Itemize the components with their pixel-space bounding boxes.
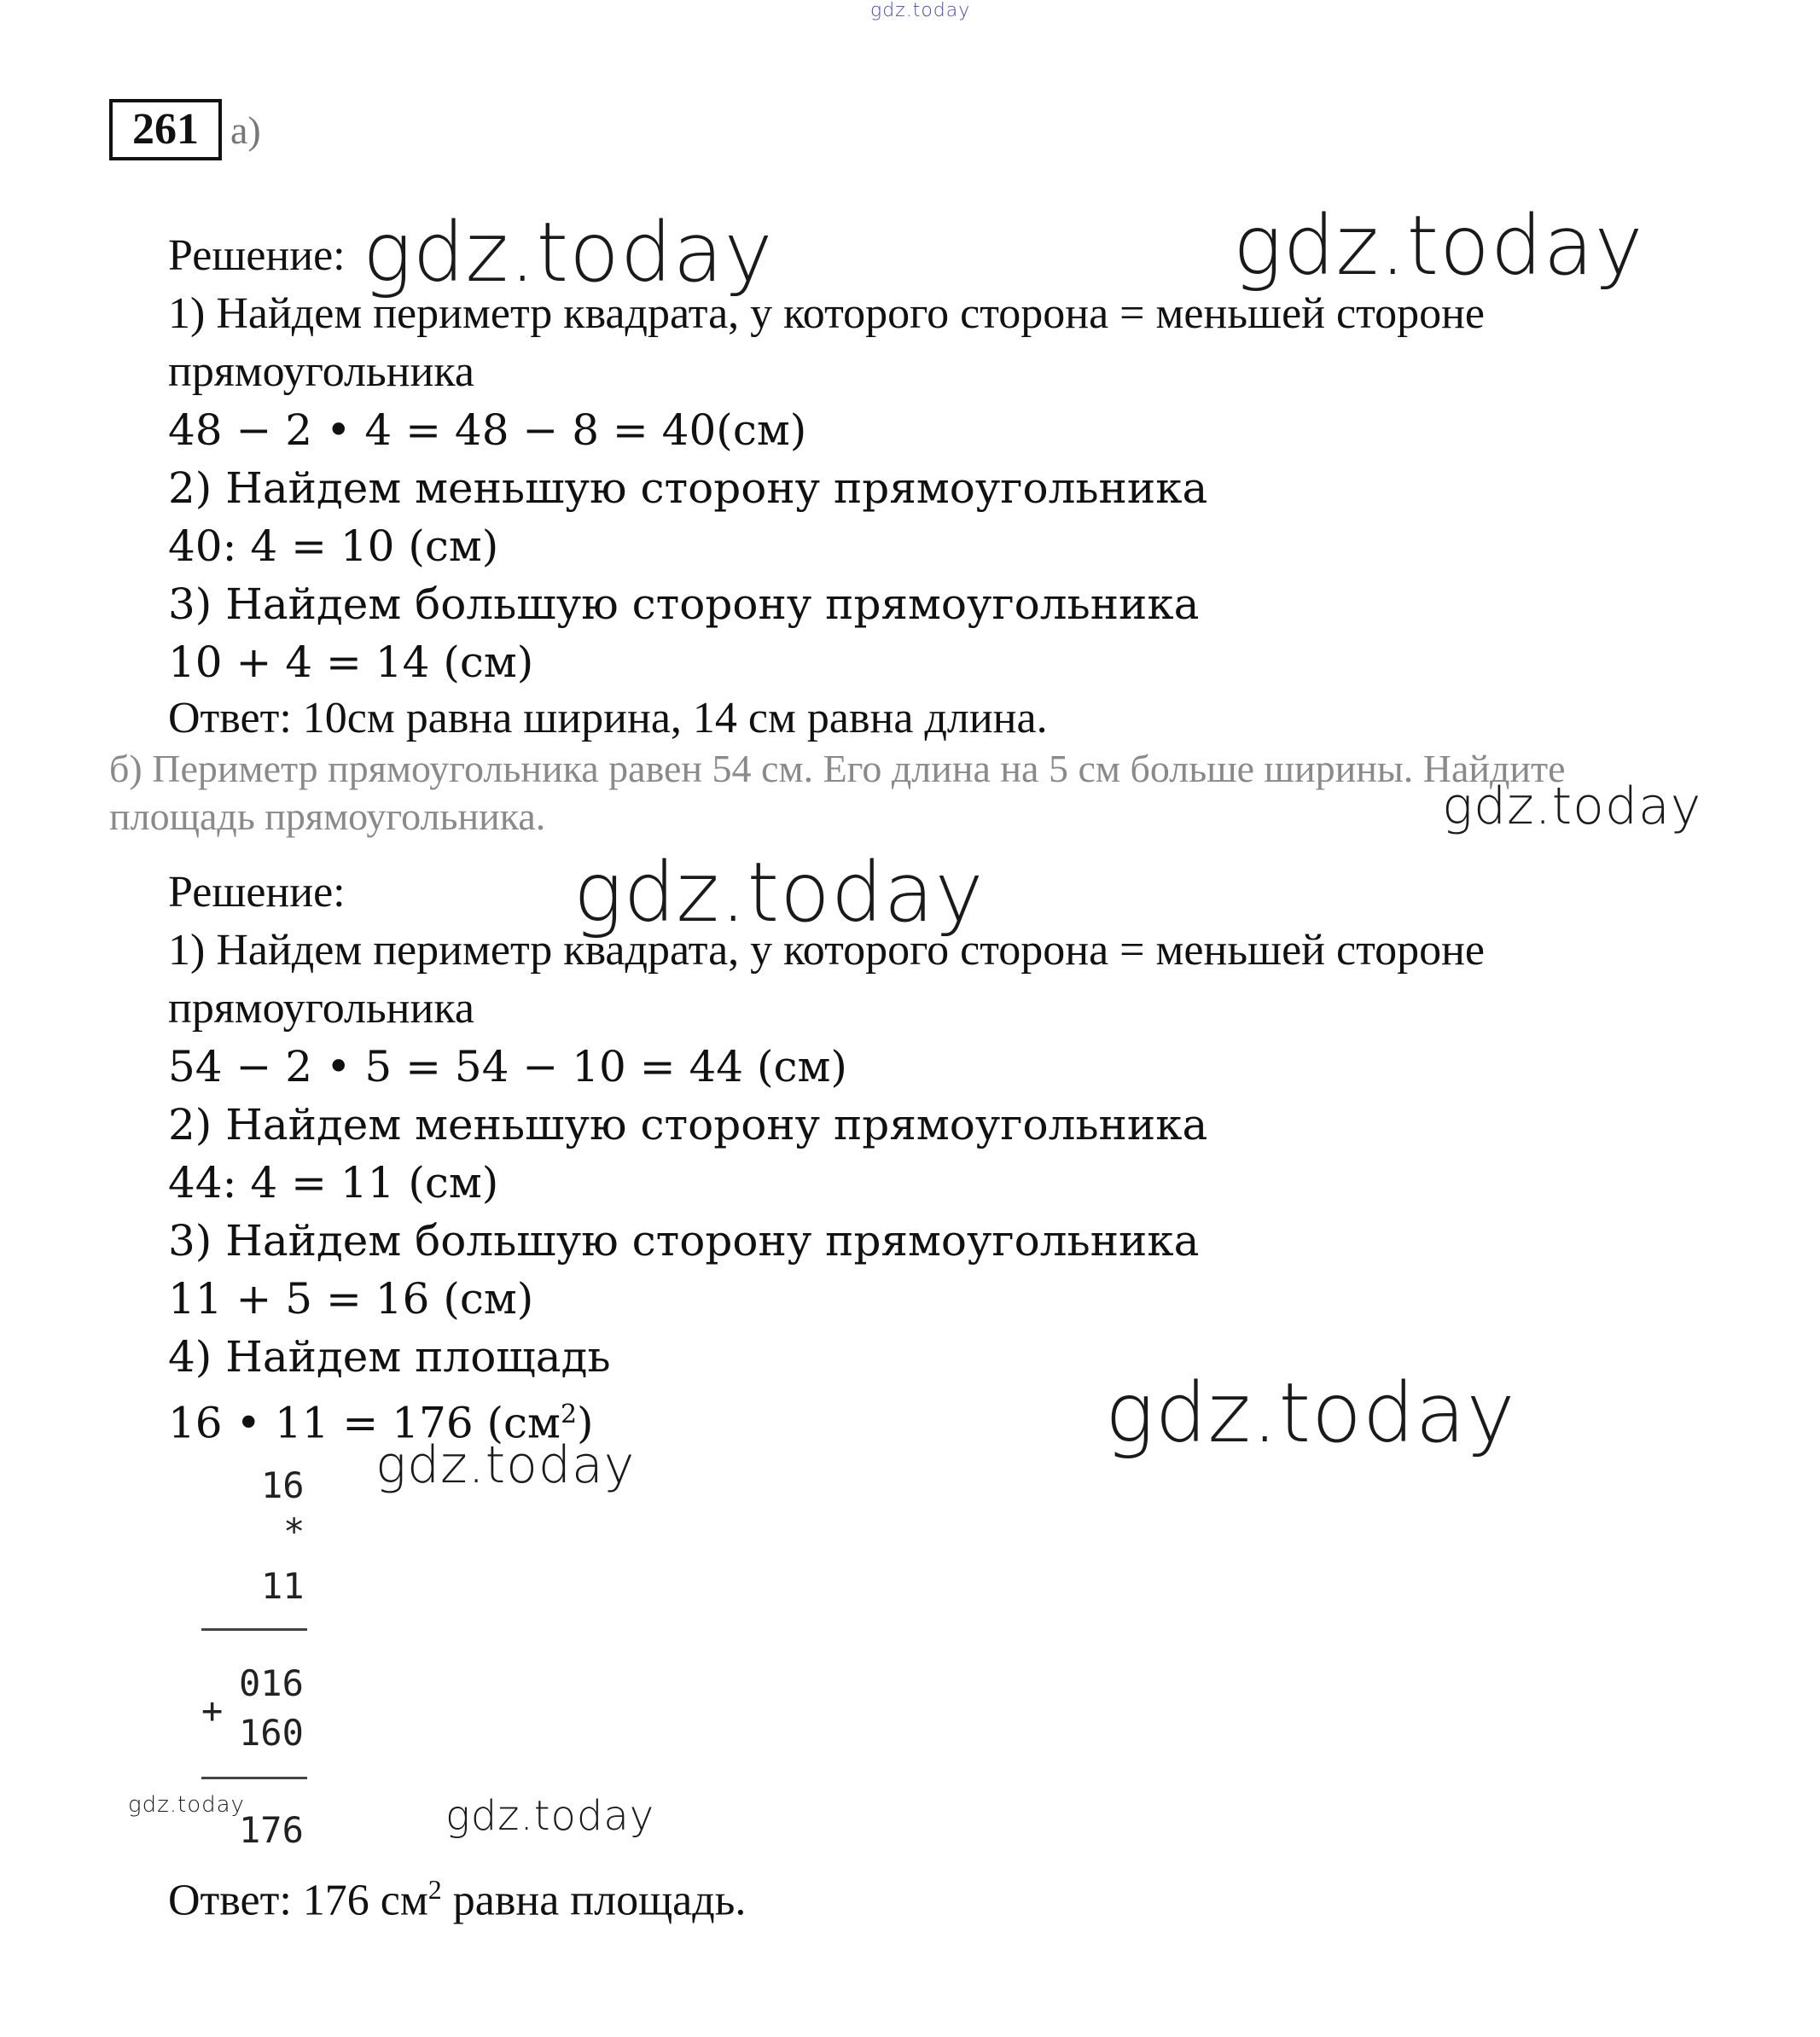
answer-b	[168, 1860, 746, 1929]
column-rule-1	[201, 1628, 307, 1631]
column-multiplicand: 16	[261, 1464, 305, 1506]
area-expr-close: )	[577, 1398, 594, 1448]
watermark: gdz.today	[375, 1435, 636, 1495]
task-b-line-1: б) Периметр прямоугольника равен 54 см. Его длина на 5 см больше ширины. Найдите	[109, 747, 1566, 790]
solution-heading-a: Решение:	[168, 231, 346, 280]
solution-b-line-3: 54 − 2 • 5 = 54 − 10 = 44 (см)	[168, 1042, 847, 1091]
watermark: gdz.today	[363, 205, 774, 300]
area-expression	[168, 1386, 594, 1452]
answer-a: Ответ: 10см равна ширина, 14 см равна длина.	[168, 694, 1048, 742]
watermark-top: gdz.today	[870, 0, 971, 21]
part-a-label: а)	[230, 108, 261, 152]
column-multiplier: 11	[261, 1565, 305, 1607]
solution-a-line-6: 3) Найдем большую сторону прямоугольника	[168, 579, 1200, 629]
watermark: gdz.today	[1442, 777, 1702, 836]
solution-b-line-2: прямоугольника	[168, 984, 474, 1033]
answer-b-prefix: Ответ: 176 см	[168, 1876, 428, 1925]
column-partial-1: 016	[239, 1662, 304, 1704]
column-rule-2	[201, 1777, 307, 1779]
column-partial-2: 160	[239, 1712, 304, 1754]
solution-a-line-3: 48 − 2 • 4 = 48 − 8 = 40(см)	[168, 405, 807, 455]
column-result: 176	[239, 1809, 304, 1851]
solution-a-line-7: 10 + 4 = 14 (см)	[168, 637, 534, 687]
problem-number: 261	[109, 99, 222, 160]
watermark: gdz.today	[573, 845, 985, 940]
area-expr-text: 16 • 11 = 176 (см	[168, 1398, 561, 1448]
column-operator: *	[283, 1510, 305, 1552]
watermark: gdz.today	[128, 1792, 245, 1818]
solution-a-line-1: 1) Найдем периметр квадрата, у которого сторона = меньшей стороне	[168, 289, 1486, 338]
solution-b-line-5: 44: 4 = 11 (см)	[168, 1158, 499, 1208]
watermark: gdz.today	[1105, 1365, 1516, 1461]
area-expr-sup: 2	[560, 1400, 578, 1429]
solution-a-line-4: 2) Найдем меньшую сторону прямоугольника	[168, 463, 1208, 513]
solution-a-line-2: прямоугольника	[168, 347, 474, 396]
answer-b-suffix: равна площадь.	[441, 1876, 747, 1925]
watermark: gdz.today	[445, 1792, 655, 1840]
column-plus: +	[201, 1690, 224, 1731]
solution-b-line-8: 4) Найдем площадь	[168, 1332, 611, 1382]
solution-b-line-6: 3) Найдем большую сторону прямоугольника	[168, 1216, 1200, 1266]
task-b-line-2: площадь прямоугольника.	[109, 794, 546, 838]
solution-b-line-4: 2) Найдем меньшую сторону прямоугольника	[168, 1100, 1208, 1149]
watermark: gdz.today	[1233, 198, 1644, 294]
solution-a-line-5: 40: 4 = 10 (см)	[168, 521, 499, 571]
solution-b-line-1: 1) Найдем периметр квадрата, у которого сторона = меньшей стороне	[168, 926, 1486, 975]
solution-b-line-7: 11 + 5 = 16 (см)	[168, 1274, 534, 1324]
solution-heading-b: Решение:	[168, 868, 346, 917]
answer-b-sup: 2	[427, 1874, 442, 1905]
